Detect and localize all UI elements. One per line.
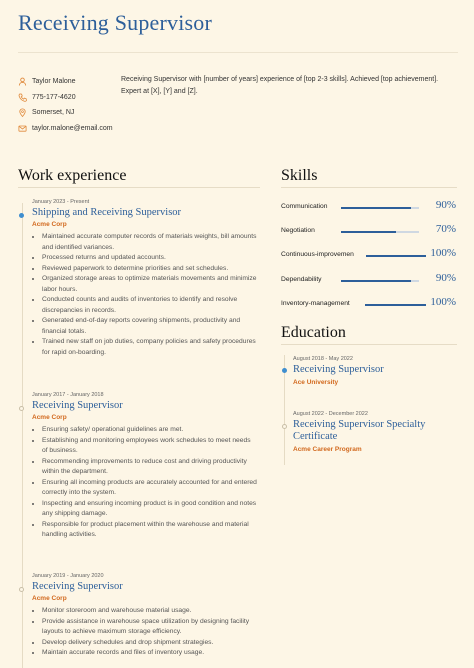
job-bullet: • Maintain accurate records and files of inventory usage. (42, 648, 257, 659)
job-company: Acme Corp (32, 221, 67, 228)
skill-row (281, 201, 456, 215)
work-experience-heading: Work experience (18, 167, 127, 184)
education-institution: Ace University (293, 379, 339, 386)
education-title: Receiving Supervisor Specialty Certificate (293, 419, 426, 442)
skill-percent: 90% (435, 272, 456, 284)
education-title: Receiving Supervisor (293, 364, 384, 375)
job-bullet: • Reviewed paperwork to determine priorities and set schedules. (42, 264, 257, 275)
education-dot-active (282, 368, 287, 373)
skill-row (281, 225, 456, 239)
skill-row (281, 274, 456, 288)
job-date: January 2017 - January 2018 (32, 392, 104, 398)
skill-bar-track (341, 207, 419, 209)
work-timeline-line (22, 203, 23, 668)
education-heading: Education (281, 324, 346, 341)
job-bullet: • Provide assistance in warehouse space utilization by designing facility layouts to achieve maximum storage efficiency. (42, 617, 257, 638)
contact-location: Somerset, NJ (32, 109, 75, 117)
skill-bar-fill (341, 231, 396, 233)
skill-bar-track (341, 231, 419, 233)
email-icon (18, 124, 27, 133)
skill-row (281, 249, 456, 263)
skill-name: Negotiation (281, 227, 315, 234)
resume-name-title: Receiving Supervisor (18, 10, 213, 35)
job-bullet: • Trained new staff on job duties, company policies and safety procedures for rapid on-boarding. (42, 337, 257, 358)
contact-block (18, 74, 118, 136)
skill-percent: 100% (430, 247, 456, 259)
job-entry (32, 199, 257, 358)
contact-location-row (18, 105, 118, 121)
education-entry (293, 411, 458, 453)
contact-email[interactable]: taylor.malone@email.com (32, 124, 113, 132)
contact-email-row (18, 121, 118, 137)
job-bullet: • Organized storage areas to optimize materials movements and minimize labor hours. (42, 274, 257, 295)
skill-name: Communication (281, 203, 328, 210)
skills-heading: Skills (281, 167, 318, 184)
job-bullet: • Conducted counts and audits of inventories to identify and resolve discrepancies in records. (42, 295, 257, 316)
header-divider (18, 52, 458, 53)
skill-bar-track (365, 304, 426, 306)
job-date: January 2023 - Present (32, 199, 90, 205)
skill-row (281, 298, 456, 312)
job-entry (32, 392, 257, 541)
education-entry (293, 356, 458, 386)
contact-phone[interactable]: 775-177-4620 (32, 93, 76, 101)
skill-bar-track (341, 280, 419, 282)
contact-name: Taylor Malone (32, 78, 76, 86)
work-experience-divider (18, 187, 260, 188)
job-bullet: • Maintained accurate computer records of materials weights, bill amounts and identified variances. (42, 232, 257, 253)
job-bullet: • Processed returns and updated accounts. (42, 253, 257, 264)
skill-percent: 100% (430, 296, 456, 308)
job-title: Receiving Supervisor (32, 400, 123, 411)
skill-name: Continuous-improvemen (281, 251, 354, 258)
skill-bar-track (366, 255, 426, 257)
job-entry (32, 573, 257, 659)
contact-name-row (18, 74, 118, 90)
job-bullet: • Monitor storeroom and warehouse material usage. (42, 606, 257, 617)
job-bullet: • Responsible for product placement within the warehouse and material handling activities. (42, 520, 257, 541)
summary-text: Receiving Supervisor with [number of years] experience of [top 2-3 skills]. Achieved [top achievement]. Expert at [X], [Y] and [Z]. (121, 76, 439, 95)
job-bullet: • Establishing and monitoring employees work schedules to meet needs of business. (42, 436, 257, 457)
education-date: August 2018 - May 2022 (293, 356, 353, 362)
skill-percent: 70% (435, 223, 456, 235)
job-company: Acme Corp (32, 414, 67, 421)
timeline-dot (19, 587, 24, 592)
skill-name: Dependability (281, 276, 322, 283)
education-dot (282, 424, 287, 429)
job-title: Receiving Supervisor (32, 581, 123, 592)
phone-icon (18, 93, 27, 102)
education-divider (281, 344, 457, 345)
skill-bar-fill (341, 207, 411, 209)
education-institution: Acme Career Program (293, 446, 362, 453)
job-bullet: • Inspecting and ensuring incoming product is in good condition and notes any shipping damage. (42, 499, 257, 520)
job-bullet: • Develop delivery schedules and drop shipment strategies. (42, 638, 257, 649)
skills-divider (281, 187, 457, 188)
job-bullets (32, 232, 257, 358)
timeline-dot-active (19, 213, 24, 218)
job-date: January 2019 - January 2020 (32, 573, 104, 579)
skill-name: Inventory-management (281, 300, 350, 307)
job-bullets (32, 425, 257, 541)
job-bullet: • Ensuring all incoming products are accurately accounted for and entered correctly into the system. (42, 478, 257, 499)
job-bullet: • Ensuring safety/ operational guidelines are met. (42, 425, 257, 436)
location-icon (18, 108, 27, 117)
job-bullets (32, 606, 257, 659)
skill-bar-fill (366, 255, 426, 257)
job-company: Acme Corp (32, 595, 67, 602)
person-icon (18, 77, 27, 86)
timeline-dot (19, 406, 24, 411)
education-date: August 2022 - December 2022 (293, 411, 368, 417)
skill-bar-fill (365, 304, 426, 306)
skill-bar-fill (341, 280, 411, 282)
job-bullet: • Recommending improvements to reduce cost and driving productivity within the department. (42, 457, 257, 478)
skill-percent: 90% (435, 199, 456, 211)
job-bullet: • Generated end-of-day reports covering shipments, productivity and financial totals. (42, 316, 257, 337)
job-title: Shipping and Receiving Supervisor (32, 207, 182, 218)
contact-phone-row (18, 90, 118, 106)
